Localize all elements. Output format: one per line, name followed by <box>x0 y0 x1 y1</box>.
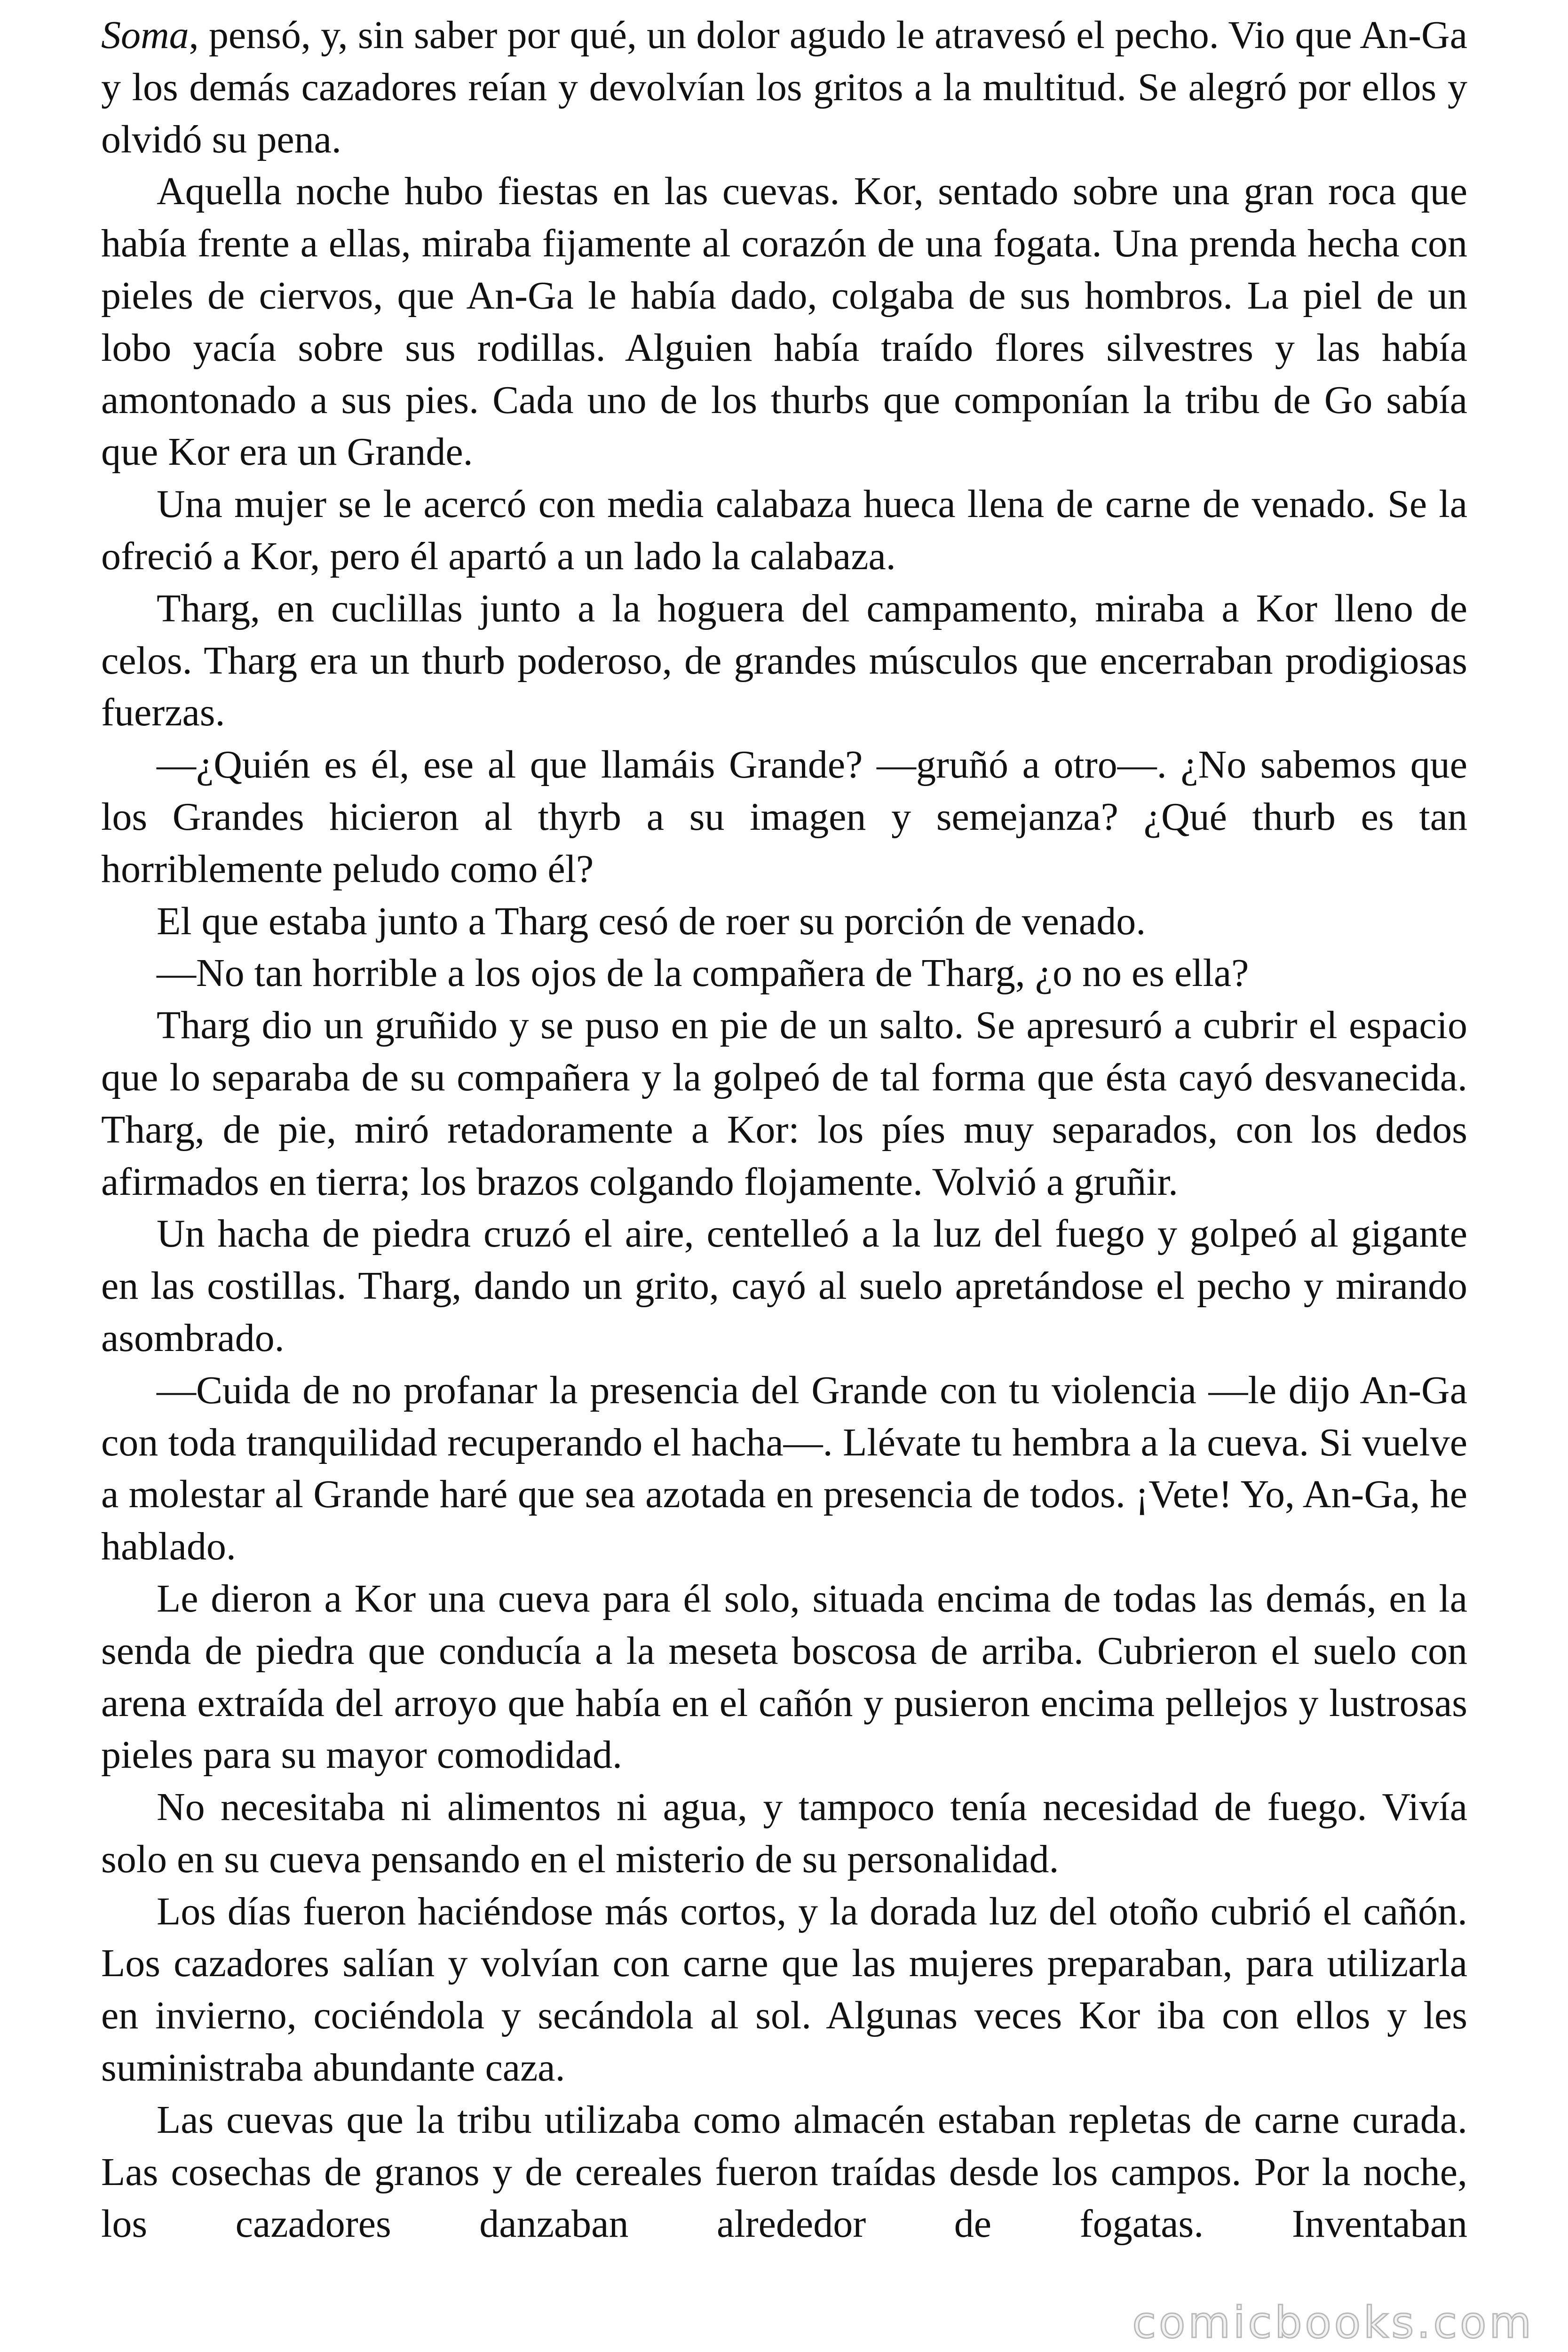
italic-word: Soma <box>101 13 189 57</box>
paragraph: —Cuida de no profanar la presencia del Grande con tu violencia —le dijo An-Ga con toda tranquilidad recuperando el hacha—. Llévate tu hembra a la cueva. Si vuelve a molestar al Grande haré que sea azotada en presencia de todos. ¡Vete! Yo, An-Ga, he hablado. <box>101 1368 1467 1569</box>
page-text-block <box>101 9 1467 2250</box>
paragraph: Las cuevas que la tribu utilizaba como almacén estaban repletas de carne curada. Las cosechas de granos y de cereales fueron traídas desde los campos. Por la noche, los cazadores danzaban alrededor de fogatas. Inventaban <box>101 2098 1467 2246</box>
paragraph: No necesitaba ni alimentos ni agua, y tampoco tenía necesidad de fuego. Vivía solo en su cueva pensando en el misterio de su personalidad. <box>101 1785 1467 1881</box>
paragraph: Un hacha de piedra cruzó el aire, centelleó a la luz del fuego y golpeó al gigante en las costillas. Tharg, dando un grito, cayó al suelo apretándose el pecho y mirando asombrado. <box>101 1212 1467 1360</box>
paragraph <box>101 9 1467 166</box>
paragraph: Una mujer se le acercó con media calabaza hueca llena de carne de venado. Se la ofreció a Kor, pero él apartó a un lado la calabaza. <box>101 482 1467 578</box>
paragraph: Le dieron a Kor una cueva para él solo, situada encima de todas las demás, en la senda de piedra que conducía a la meseta boscosa de arriba. Cubrieron el suelo con arena extraída del arroyo que había en el cañón y pusieron encima pellejos y lustrosas pieles para su mayor comodidad. <box>101 1576 1467 1777</box>
paragraph: —No tan horrible a los ojos de la compañera de Tharg, ¿o no es ella? <box>157 951 1249 995</box>
watermark: comicbooks.com <box>1132 2297 1534 2348</box>
paragraph: —¿Quién es él, ese al que llamáis Grande? —gruñó a otro—. ¿No sabemos que los Grandes hicieron al thyrb a su imagen y semejanza? ¿Qué thurb es tan horriblemente peludo como él? <box>101 743 1467 891</box>
paragraph: Tharg, en cuclillas junto a la hoguera del campamento, miraba a Kor lleno de celos. Tharg era un thurb poderoso, de grandes músculos que encerraban prodigiosas fuerzas. <box>101 586 1467 735</box>
paragraph: El que estaba junto a Tharg cesó de roer su porción de venado. <box>157 899 1146 943</box>
paragraph: Aquella noche hubo fiestas en las cuevas. Kor, sentado sobre una gran roca que había frente a ellas, miraba fijamente al corazón de una fogata. Una prenda hecha con pieles de ciervos, que An-Ga le había dado, colgaba de sus hombros. La piel de un lobo yacía sobre sus rodillas. Alguien había traído flores silvestres y las había amontonado a sus pies. Cada uno de los thurbs que componían la tribu de Go sabía que Kor era un Grande. <box>101 169 1467 474</box>
paragraph: Los días fueron haciéndose más cortos, y la dorada luz del otoño cubrió el cañón. Los cazadores salían y volvían con carne que las mujeres preparaban, para utilizarla en invierno, cociéndola y secándola al sol. Algunas veces Kor iba con ellos y les suministraba abundante caza. <box>101 1889 1467 2090</box>
paragraph: Tharg dio un gruñido y se puso en pie de un salto. Se apresuró a cubrir el espacio que lo separaba de su compañera y la golpeó de tal forma que ésta cayó desvanecida. Tharg, de pie, miró retadoramente a Kor: los píes muy separados, con los dedos afirmados en tierra; los brazos colgando flojamente. Volvió a gruñir. <box>101 1003 1467 1204</box>
paragraph-text: , pensó, y, sin saber por qué, un dolor agudo le atravesó el pecho. Vio que An-Ga y los demás cazadores reían y devolvían los gritos a la multitud. Se alegró por ellos y olvidó su pena. <box>101 13 1467 161</box>
